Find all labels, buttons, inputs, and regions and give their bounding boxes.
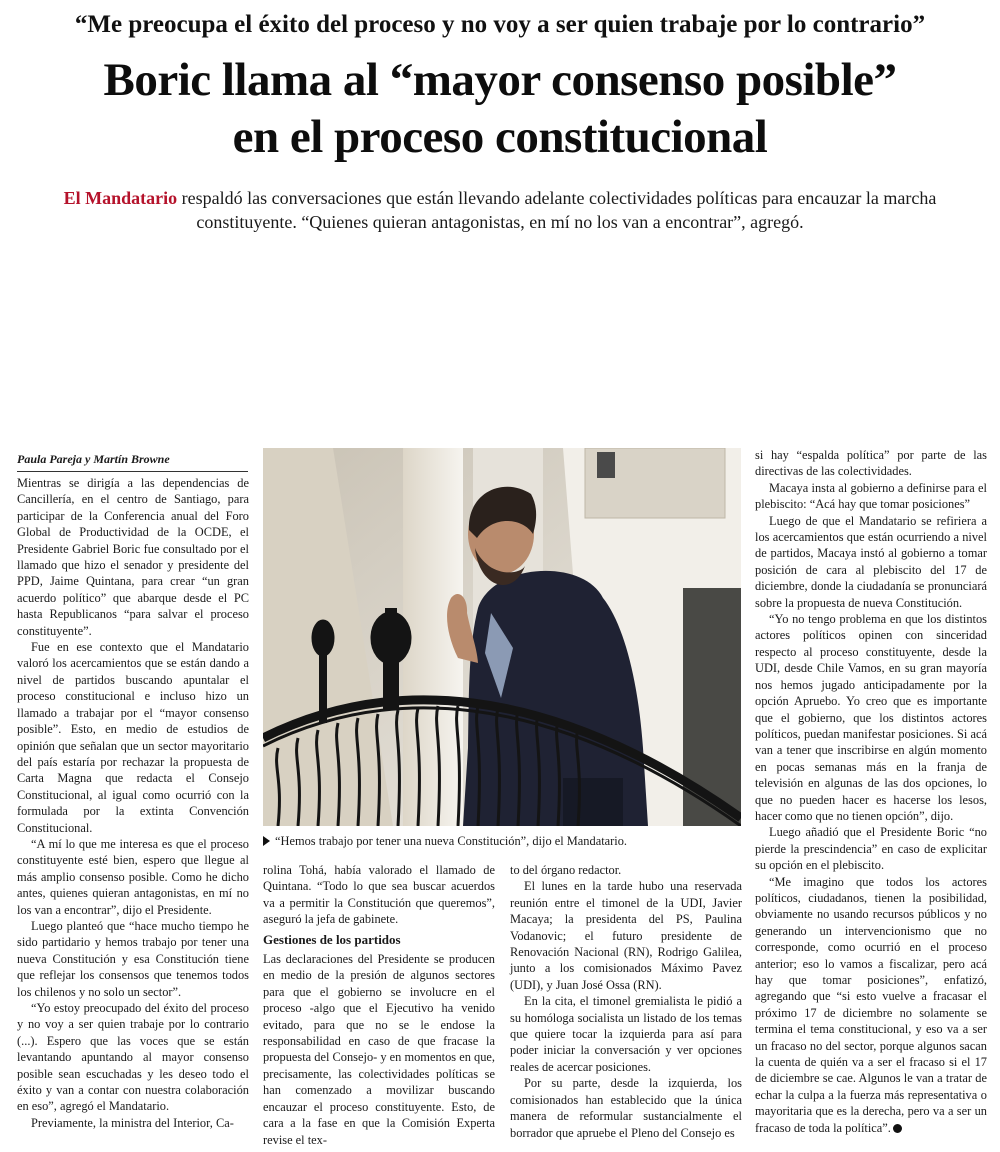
paragraph: “A mí lo que me interesa es que el proceso constituyente esté bien, espero que llegue al más amplio consenso posible. Como he dicho antes, quienes quieran antagonistas, en mí no los van a encontrar”, dijo el Presidente. bbox=[17, 836, 249, 917]
headline-line-2: en el proceso constitucional bbox=[232, 111, 768, 163]
article-headline bbox=[0, 52, 1000, 166]
paragraph: Previamente, la ministra del Interior, Ca- bbox=[31, 1115, 234, 1130]
body-column-2 bbox=[263, 862, 495, 1148]
body-column-3 bbox=[510, 862, 742, 1141]
paragraph: to del órgano redactor. bbox=[510, 863, 622, 877]
paragraph-final bbox=[755, 874, 987, 1137]
body-column-4 bbox=[755, 447, 987, 1136]
dek-lead: El Mandatario bbox=[63, 188, 178, 208]
photo-illustration bbox=[263, 448, 741, 826]
paragraph-text: “Me imagino que todos los actores políticos, ciudadanos, tienen la posibilidad, obviamente no usando recursos públicos y no generando un intervencionismo que no corresponde, como ocurrió en el proceso anterior; eso lo vamos a fiscalizar, pero acá hay que tomar posiciones”, enfatizó, agregando que “si esto vuelve a fracasar el próximo 17 de diciembre no solamente se termina el tema constitucional, y eso va a ser un fracaso no del sector, porque algunos sacan la cuenta de quién va a ser el fracaso si el 17 de diciembre se cae. Algunos le van a tratar de echar la culpa a la fuerza más representativa o mayoritaria que es la derecha, pero va a ser un fracaso de toda la política”. bbox=[755, 874, 987, 1135]
photo-caption bbox=[263, 833, 741, 849]
paragraph: si hay “espalda política” por parte de las directivas de las colectividades. bbox=[755, 448, 987, 479]
paragraph: “Yo estoy preocupado del éxito del proceso y no voy a ser quien trabaje por lo contrario (...). Espero que las voces que se están levantando apuntando al mayor consenso posible sean escuchadas y les deseo todo el éxito y van a contar con nuestra colaboración en eso”, agregó el Mandatario. bbox=[17, 1001, 249, 1114]
caption-text: “Hemos trabajo por tener una nueva Constitución”, dijo el Mandatario. bbox=[275, 834, 627, 848]
paragraph: Luego añadió que el Presidente Boric “no pierde la prescindencia” en caso de explicitar su opción en el plebiscito. bbox=[755, 825, 987, 873]
article-dek bbox=[40, 186, 960, 234]
article-photo bbox=[263, 448, 741, 826]
end-mark-icon bbox=[893, 1124, 902, 1133]
headline-line-1: Boric llama al “mayor consenso posible” bbox=[103, 54, 897, 106]
paragraph: Por su parte, desde la izquierda, los comisionados han establecido que la única manera de reformular sustancialmente el borrador que apruebe el Pleno del Consejo es bbox=[510, 1076, 742, 1140]
paragraph: rolina Tohá, había valorado el llamado de Quintana. “Todo lo que sea buscar acuerdos va a permitir la Constitución que queremos”, aseguró la jefa de gabinete. bbox=[263, 863, 495, 927]
paragraph: El lunes en la tarde hubo una reservada reunión entre el timonel de la UDI, Javier Macaya; la presidenta del PS, Paulina Vodanovic; el futuro presidente de Renovación Nacional (RN), Rodrigo Galilea, junto a los comisionados Máximo Pavez (UDI), y Juan José Ossa (RN). bbox=[510, 879, 742, 992]
paragraph: Macaya insta al gobierno a definirse para el plebiscito: “Acá hay que tomar posiciones” bbox=[755, 480, 987, 512]
caption-triangle-icon bbox=[263, 836, 270, 846]
section-subhead: Gestiones de los partidos bbox=[263, 931, 401, 947]
paragraph: Fue en ese contexto que el Mandatario valoró los acercamientos que se están dando a nivel de partidos buscando apuntalar el proceso constitucional e incluso hizo un llamado a trabajar por el “mayor consenso posible”. Esto, en medio de estudios de opinión que señalan que un sector mayoritario del país estaría por rechazar la propuesta de Carta Magna que redacta el Consejo Constitucional, al igual como ocurrió con la formulada por la extinta Convención Constitucional. bbox=[17, 640, 249, 835]
byline: Paula Pareja y Martín Browne bbox=[17, 451, 248, 472]
paragraph: Las declaraciones del Presidente se producen en medio de la presión de algunos sectores para que el gobierno se involucre en el proceso -algo que el Ejecutivo ha venido evitado, para que no se le endose la responsabilidad en caso de que fracase la propuesta del Consejo- y en momentos en que, precisamente, las colectividades políticas se han comenzado a movilizar buscando encauzar el proceso constituyente. Esto, de cara a la fase en que la Comisión Experta revise el tex- bbox=[263, 952, 495, 1147]
paragraph: Luego de que el Mandatario se refiriera a los acercamientos que están ocurriendo a nivel de partidos, Macaya instó al gobierno a tomar posición de cara al plebiscito del 17 de diciembre, donde la ciudadanía se pronunciará sobre la propuesta de nueva Constitución. bbox=[755, 513, 987, 610]
dek-text: respaldó las conversaciones que están llevando adelante colectividades políticas para encauzar la marcha constituyente. “Quienes quieran antagonistas, en mí no los van a encontrar”, agregó. bbox=[177, 188, 937, 232]
article-kicker: “Me preocupa el éxito del proceso y no voy a ser quien trabaje por lo contrario” bbox=[74, 11, 926, 38]
paragraph: En la cita, el timonel gremialista le pidió a su homóloga socialista un listado de los temas que quiere tocar la izquierda para así para poder iniciar la conversación y ver opciones reales de acercar posiciones. bbox=[510, 994, 742, 1074]
body-column-1 bbox=[17, 475, 249, 1131]
paragraph: “Yo no tengo problema en que los distintos actores políticos opinen con sinceridad respecto al proceso constituyente, desde la UDI, desde Chile Vamos, en su gran mayoría nos hemos jugado anticipadamente por la opción Apruebo. Yo creo que es importante que el gobierno, que los distintos actores políticos, puedan manifestar posiciones. Si acá van a tener que inscribirse en algún momento en pocas semanas más en la franja de televisión en algunas de las dos opciones, lo que no pueden hacer es hacerse los lesos, hacer como que no tienen opción”, dijo. bbox=[755, 612, 987, 823]
paragraph: Mientras se dirigía a las dependencias de Cancillería, en el centro de Santiago, para participar de la Conferencia anual del Foro Global de Productividad de la OCDE, el Presidente Gabriel Boric fue consultado por el llamado que hizo el senador y presidente del PPD, Jaime Quintana, para crear “un gran acuerdo político” que abarque desde el PC hasta Republicanos “para salvar el proceso constituyente”. bbox=[17, 476, 249, 638]
paragraph: Luego planteó que “hace mucho tiempo he sido partidario y hemos trabajo por tener una nueva Constitución y esa Constitución tiene que reflejar los consensos que tenemos todos los chilenos y no solo un sector”. bbox=[17, 918, 249, 999]
